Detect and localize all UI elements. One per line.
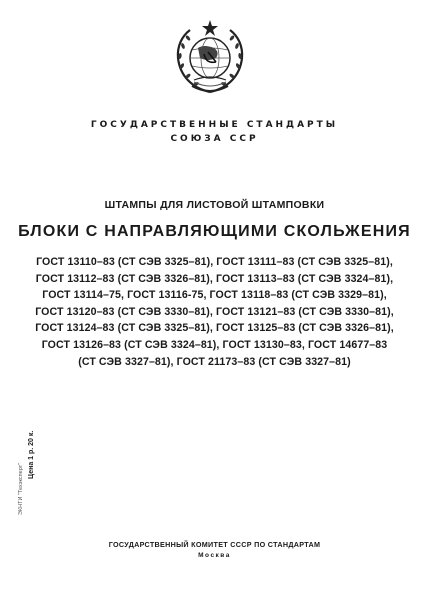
- header-title: ГОСУДАРСТВЕННЫЕ СТАНДАРТЫ: [90, 120, 339, 130]
- document-title: БЛОКИ С НАПРАВЛЯЮЩИМИ СКОЛЬЖЕНИЯ: [18, 223, 411, 240]
- standards-line: ГОСТ 13120–83 (СТ СЭВ 3330–81), ГОСТ 13121–83 (СТ СЭВ 3330–81),: [35, 305, 394, 318]
- standards-line: ГОСТ 13114–75, ГОСТ 13116-75, ГОСТ 13118–83 (СТ СЭВ 3329–81),: [42, 289, 387, 302]
- header-subtitle: СОЮЗА ССР: [170, 134, 259, 144]
- standards-line: ГОСТ 13126–83 (СТ СЭВ 3324–81), ГОСТ 13130–83, ГОСТ 14677–83: [41, 338, 388, 351]
- standards-line: ГОСТ 13112–83 (СТ СЭВ 3326–81), ГОСТ 13113–83 (СТ СЭВ 3324–81),: [35, 272, 394, 285]
- standards-line: (СТ СЭВ 3327–81), ГОСТ 21173–83 (СТ СЭВ 3327–81): [78, 355, 351, 368]
- state-emblem-icon: [170, 18, 250, 98]
- standards-list: [10, 254, 419, 370]
- footer-organization: ГОСУДАРСТВЕННЫЙ КОМИТЕТ СССР ПО СТАНДАРТАМ: [108, 540, 321, 549]
- standards-line: ГОСТ 13124–83 (СТ СЭВ 3325–81), ГОСТ 13125–83 (СТ СЭВ 3326–81),: [35, 322, 394, 335]
- archive-note: ЭКНТИ "Техэксперт": [18, 462, 24, 515]
- standards-line: ГОСТ 13110–83 (СТ СЭВ 3325–81), ГОСТ 13111–83 (СТ СЭВ 3325–81),: [36, 256, 393, 268]
- footer-city: Москва: [198, 552, 231, 559]
- document-type: ШТАМПЫ ДЛЯ ЛИСТОВОЙ ШТАМПОВКИ: [104, 199, 325, 211]
- price-label: Цена 1 р. 20 к.: [28, 430, 35, 479]
